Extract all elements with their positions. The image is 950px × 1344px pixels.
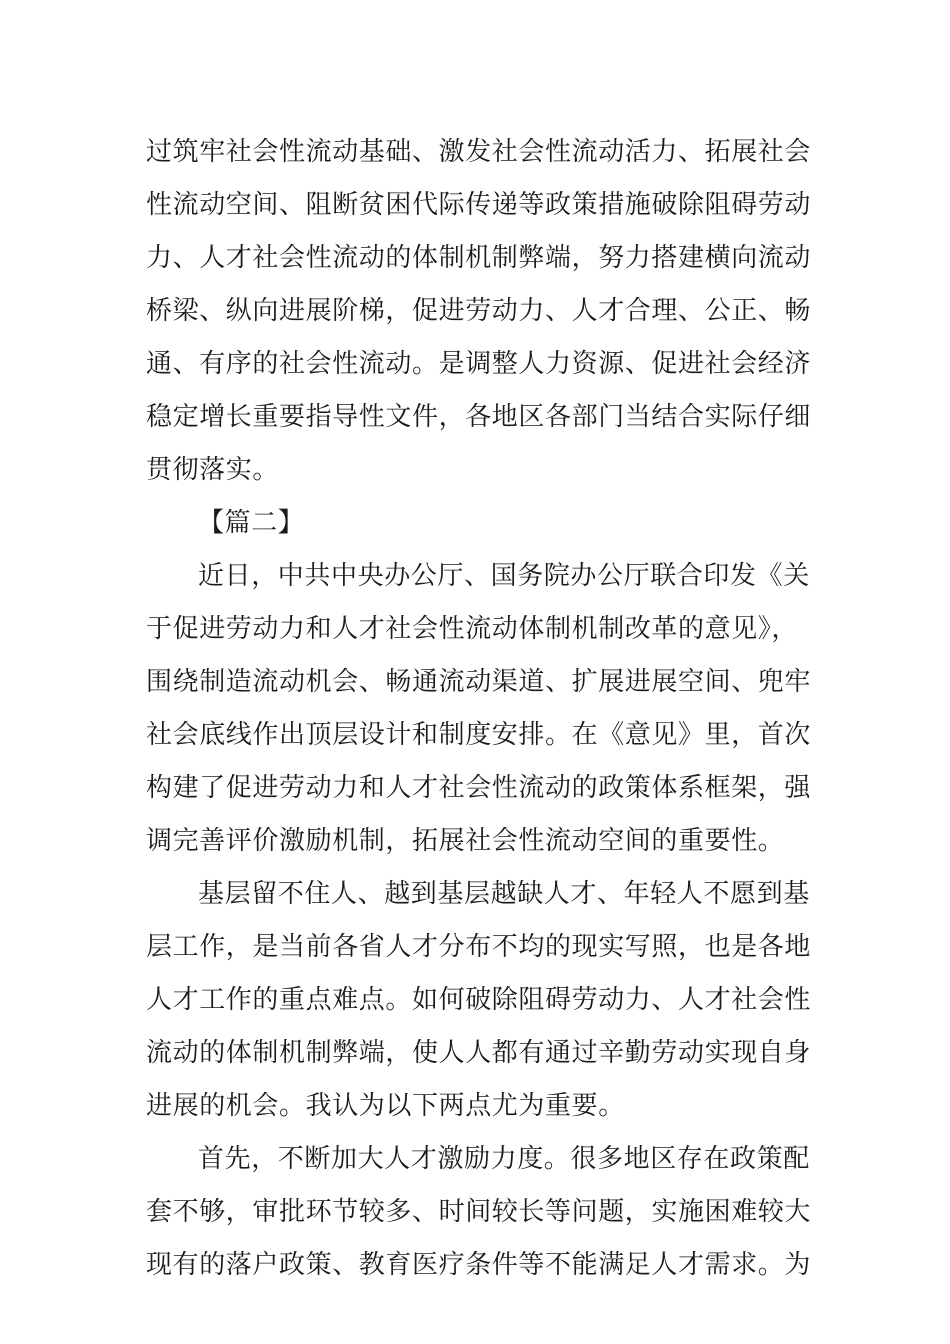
text-line: 层工作，是当前各省人才分布不均的现实写照，也是各地	[146, 932, 812, 962]
text-line: 通、有序的社会性流动。是调整人力资源、促进社会经济	[146, 349, 812, 379]
text-line: 调完善评价激励机制，拓展社会性流动空间的重要性。	[146, 826, 785, 856]
text-line: 现有的落户政策、教育医疗条件等不能满足人才需求。为	[146, 1250, 812, 1280]
text-line: 构建了促进劳动力和人才社会性流动的政策体系框架，强	[146, 773, 812, 803]
text-line: 于促进劳动力和人才社会性流动体制机制改革的意见》，	[146, 614, 799, 644]
text-line: 力、人才社会性流动的体制机制弊端，努力搭建横向流动	[146, 243, 812, 273]
document-body	[146, 126, 811, 1292]
text-line: 社会底线作出顶层设计和制度安排。在《意见》里，首次	[146, 720, 812, 750]
paragraph-first-line: 近日，中共中央办公厅、国务院办公厅联合印发《关	[198, 561, 810, 591]
text-line: 过筑牢社会性流动基础、激发社会性流动活力、拓展社会	[146, 137, 812, 167]
section-heading: 【篇二】	[198, 508, 305, 538]
paragraph-first-line: 首先，不断加大人才激励力度。很多地区存在政策配	[198, 1144, 810, 1174]
text-line: 稳定增长重要指导性文件，各地区各部门当结合实际仔细	[146, 402, 812, 432]
text-line: 贯彻落实。	[146, 455, 280, 485]
text-line: 套不够，审批环节较多、时间较长等问题，实施困难较大	[146, 1197, 812, 1227]
text-line: 围绕制造流动机会、畅通流动渠道、扩展进展空间、兜牢	[146, 667, 812, 697]
text-line: 人才工作的重点难点。如何破除阻碍劳动力、人才社会性	[146, 985, 812, 1015]
paragraph-first-line: 基层留不住人、越到基层越缺人才、年轻人不愿到基	[198, 879, 810, 909]
text-line: 进展的机会。我认为以下两点尤为重要。	[146, 1091, 625, 1121]
text-line: 性流动空间、阻断贫困代际传递等政策措施破除阻碍劳动	[146, 190, 812, 220]
text-line: 桥梁、纵向进展阶梯，促进劳动力、人才合理、公正、畅	[146, 296, 812, 326]
text-line: 流动的体制机制弊端，使人人都有通过辛勤劳动实现自身	[146, 1038, 812, 1068]
